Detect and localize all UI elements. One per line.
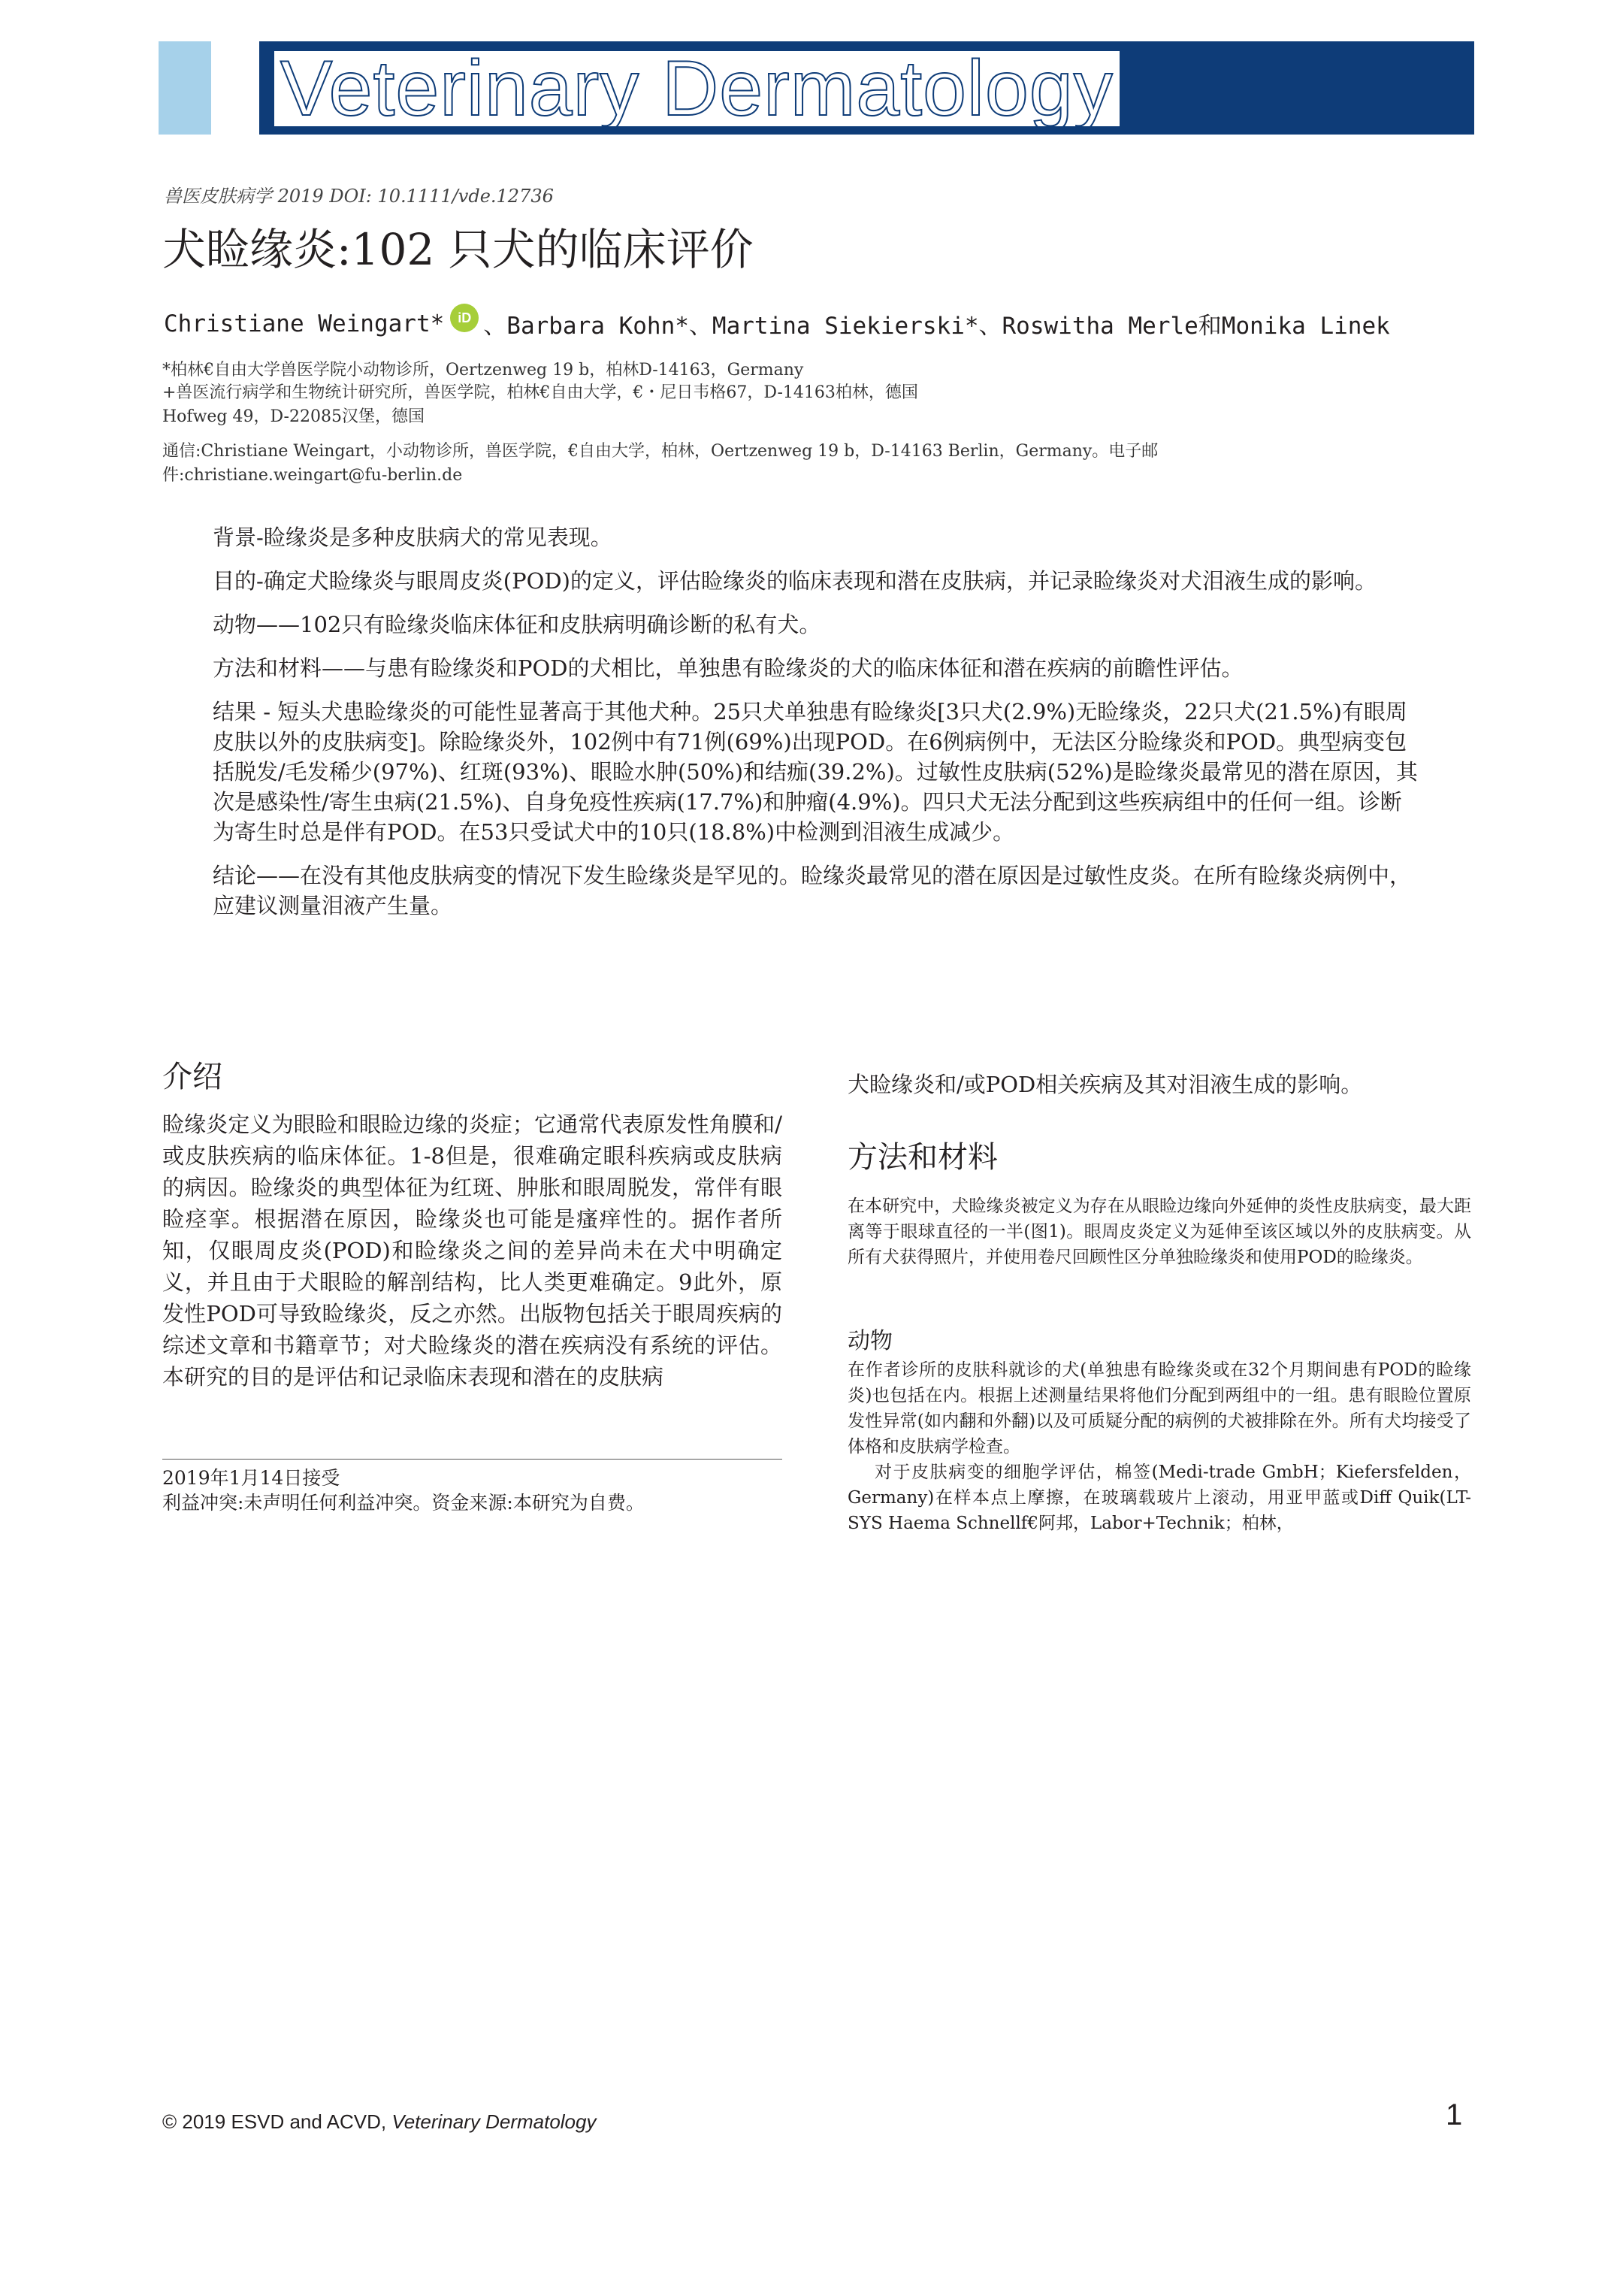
- animals-body: [848, 1357, 1471, 1536]
- abstract-methods: 方法和材料——与患有睑缘炎和POD的犬相比，单独患有睑缘炎的犬的临床体征和潜在疾病的前瞻性评估。: [213, 655, 1244, 681]
- journal-banner-accent: [159, 41, 211, 135]
- footnote-divider: [162, 1459, 782, 1460]
- abstract-animals: 动物——102只有睑缘炎临床体征和皮肤病明确诊断的私有犬。: [213, 612, 821, 637]
- copyright-text: © 2019 ESVD and ACVD,: [162, 2110, 392, 2133]
- received-date: 2019年1月14日接受: [162, 1467, 340, 1489]
- abstract-conclusions: 结论——在没有其他皮肤病变的情况下发生睑缘炎是罕见的。睑缘炎最常见的潜在原因是过敏性皮炎。在所有睑缘炎病例中，应建议测量泪液产生量。: [213, 863, 1412, 918]
- author-list: [164, 307, 1390, 340]
- animals-paragraph-1: 在作者诊所的皮肤科就诊的犬(单独患有睑缘炎或在32个月期间患有POD的睑缘炎)也包括在内。根据上述测量结果将他们分配到两组中的一组。患有眼睑位置原发性异常(如内翻和外翻)以及可质疑分配的病例的犬被排除在外。所有犬均接受了体格和皮肤病学检查。: [848, 1360, 1471, 1457]
- introduction-heading: 介绍: [162, 1060, 222, 1094]
- author-first: Christiane Weingart*: [164, 310, 445, 337]
- introduction-continued: 犬睑缘炎和/或POD相关疾病及其对泪液生成的影响。: [848, 1072, 1363, 1097]
- conflict-statement: 利益冲突:未声明任何利益冲突。资金来源:本研究为自费。: [162, 1492, 645, 1514]
- abstract-results: 结果 - 短头犬患睑缘炎的可能性显著高于其他犬种。25只犬单独患有睑缘炎[3只犬(2.9%)无睑缘炎，22只犬(21.5%)有眼周皮肤以外的皮肤病变]。除睑缘炎外，102例中有71例(69%)出现POD。在6例病例中，无法区分睑缘炎和POD。典型病变包括脱发/毛发稀少(97%)、红斑(93%)、眼睑水肿(50%)和结痂(39.2%)。过敏性皮肤病(52%)是睑缘炎最常见的潜在原因，其次是感染性/寄生虫病(21.5%)、自身免疫性疾病(17.7%)和肿瘤(4.9%)。四只犬无法分配到这些疾病组中的任何一组。诊断为寄生时总是伴有POD。在53只受试犬中的10只(18.8%)中检测到泪液生成减少。: [213, 699, 1418, 845]
- orcid-icon[interactable]: iD: [450, 304, 479, 332]
- affiliation-2: +兽医流行病学和生物统计研究所，兽医学院，柏林€自由大学，€・尼日韦格67，D-14163柏林，德国: [162, 383, 918, 402]
- correspondence: 通信:Christiane Weingart，小动物诊所，兽医学院，€自由大学，柏林，Oertzenweg 19 b，D-14163 Berlin，Germany。电子邮件:christiane.weingart@fu-berlin.de: [162, 442, 1159, 485]
- footer-copyright: [162, 2110, 596, 2134]
- abstract: [213, 522, 1422, 934]
- footer-journal: Veterinary Dermatology: [391, 2110, 597, 2133]
- introduction-body: [162, 1109, 782, 1393]
- affiliation-1: *柏林€自由大学兽医学院小动物诊所，Oertzenweg 19 b，柏林D-14163，Germany: [162, 361, 804, 380]
- article-title: 犬睑缘炎:102 只犬的临床评价: [162, 224, 754, 275]
- animals-subheading: 动物: [848, 1328, 893, 1354]
- citation-line: 兽医皮肤病学 2019 DOI: 10.1111/vde.12736: [164, 186, 554, 207]
- abstract-objectives: 目的-确定犬睑缘炎与眼周皮炎(POD)的定义，评估睑缘炎的临床表现和潜在皮肤病，并记录睑缘炎对犬泪液生成的影响。: [213, 568, 1377, 594]
- methods-body: 在本研究中，犬睑缘炎被定义为存在从眼睑边缘向外延伸的炎性皮肤病变，最大距离等于眼球直径的一半(图1)。眼周皮炎定义为延伸至该区域以外的皮肤病变。从所有犬获得照片，并使用卷尺回顾性区分单独睑缘炎和使用POD的睑缘炎。: [848, 1196, 1471, 1267]
- page-number: 1: [1446, 2098, 1463, 2131]
- author-rest: 、Barbara Kohn*、Martina Siekierski*、Roswitha Merle和Monika Linek: [483, 313, 1390, 340]
- introduction-paragraph: 睑缘炎定义为眼睑和眼睑边缘的炎症；它通常代表原发性角膜和/或皮肤疾病的临床体征。1-8但是，很难确定眼科疾病或皮肤病的病因。睑缘炎的典型体征为红斑、肿胀和眼周脱发，常伴有眼睑痉挛。根据潜在原因，睑缘炎也可能是瘙痒性的。据作者所知，仅眼周皮炎(POD)和睑缘炎之间的差异尚未在犬中明确定义，并且由于犬眼睑的解剖结构，比人类更难确定。9此外，原发性POD可导致睑缘炎，反之亦然。出版物包括关于眼周疾病的综述文章和书籍章节；对犬睑缘炎的潜在疾病没有系统的评估。本研究的目的是评估和记录临床表现和潜在的皮肤病: [162, 1112, 782, 1390]
- abstract-background: 背景-睑缘炎是多种皮肤病犬的常见表现。: [213, 525, 612, 550]
- journal-logo-title: Veterinary Dermatology: [274, 51, 1120, 126]
- affiliation-3: Hofweg 49，D-22085汉堡，德国: [162, 407, 425, 426]
- footnotes: [162, 1466, 782, 1515]
- animals-paragraph-2: 对于皮肤病变的细胞学评估，棉签(Medi-trade GmbH；Kiefersfelden，Germany)在样本点上摩擦，在玻璃载玻片上滚动，用亚甲蓝或Diff Quik(LT-SYS Haema Schnellf€阿邦，Labor+Technik；柏林，: [848, 1463, 1471, 1533]
- methods-heading: 方法和材料: [848, 1140, 998, 1175]
